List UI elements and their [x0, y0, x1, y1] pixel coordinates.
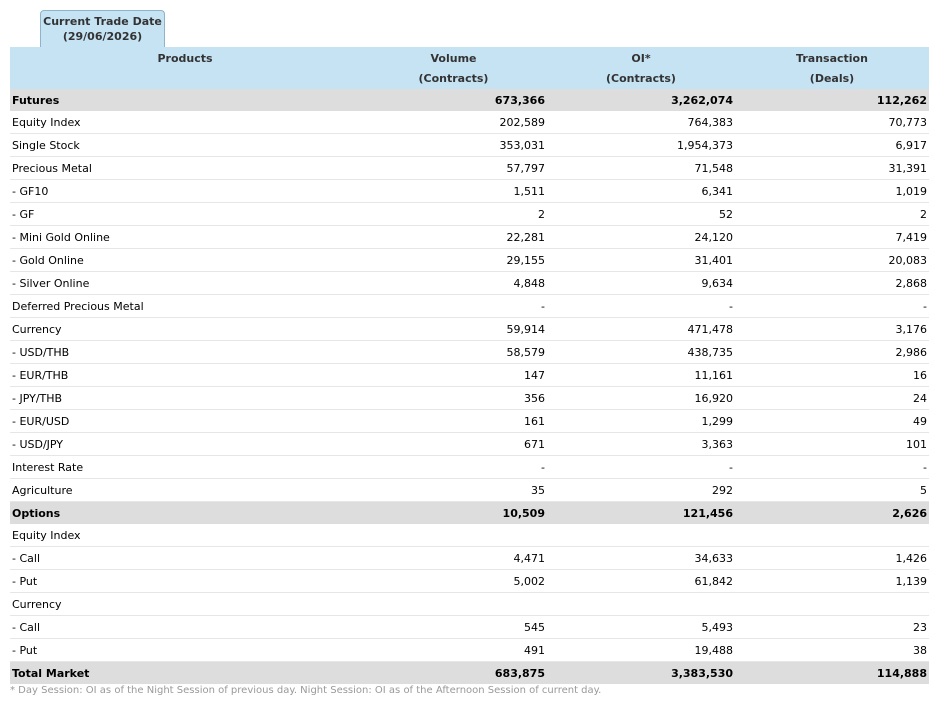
header-products: Products [10, 47, 360, 89]
cell-transaction: 3,176 [735, 318, 929, 341]
cell-volume: 57,797 [360, 157, 547, 180]
cell-volume [360, 524, 547, 547]
cell-transaction: 31,391 [735, 157, 929, 180]
table-row [10, 364, 929, 387]
table-row [10, 456, 929, 479]
cell-product: - GF10 [10, 180, 360, 203]
header-oi-label: OI* [631, 52, 651, 65]
section-row [10, 89, 929, 111]
cell-product: Interest Rate [10, 456, 360, 479]
cell-product: Options [10, 502, 360, 525]
cell-transaction: - [735, 456, 929, 479]
cell-oi [547, 593, 735, 616]
table-row [10, 226, 929, 249]
table-header [10, 47, 929, 89]
table-row [10, 410, 929, 433]
table-row [10, 616, 929, 639]
cell-transaction: 20,083 [735, 249, 929, 272]
cell-volume: 4,848 [360, 272, 547, 295]
cell-volume: 2 [360, 203, 547, 226]
cell-product: Deferred Precious Metal [10, 295, 360, 318]
cell-product: - Call [10, 616, 360, 639]
cell-oi: 24,120 [547, 226, 735, 249]
cell-product: - JPY/THB [10, 387, 360, 410]
table-row [10, 547, 929, 570]
cell-transaction: 112,262 [735, 89, 929, 111]
total-row [10, 662, 929, 685]
table-row [10, 295, 929, 318]
cell-product: Equity Index [10, 111, 360, 134]
cell-product: Single Stock [10, 134, 360, 157]
cell-transaction [735, 593, 929, 616]
cell-transaction: 38 [735, 639, 929, 662]
tab-current-trade-date[interactable] [40, 10, 165, 47]
header-volume [360, 47, 547, 89]
cell-transaction: 1,426 [735, 547, 929, 570]
cell-product: - Call [10, 547, 360, 570]
market-summary-panel [10, 10, 929, 697]
cell-oi: 438,735 [547, 341, 735, 364]
cell-volume: 161 [360, 410, 547, 433]
table-row [10, 433, 929, 456]
cell-product: - EUR/USD [10, 410, 360, 433]
table-row [10, 639, 929, 662]
cell-product: - USD/THB [10, 341, 360, 364]
table-row [10, 479, 929, 502]
cell-transaction: 101 [735, 433, 929, 456]
table-row [10, 157, 929, 180]
cell-oi: 471,478 [547, 318, 735, 341]
cell-transaction: 24 [735, 387, 929, 410]
cell-volume: 35 [360, 479, 547, 502]
table-row [10, 134, 929, 157]
tab-date: (29/06/2026) [62, 30, 143, 43]
cell-volume: 491 [360, 639, 547, 662]
cell-oi: 61,842 [547, 570, 735, 593]
cell-transaction: 16 [735, 364, 929, 387]
cell-product: - Put [10, 639, 360, 662]
cell-oi: 11,161 [547, 364, 735, 387]
cell-product: Currency [10, 318, 360, 341]
header-transaction-label: Transaction [796, 52, 868, 65]
table-row [10, 570, 929, 593]
cell-volume: 59,914 [360, 318, 547, 341]
cell-transaction: 49 [735, 410, 929, 433]
table-row [10, 387, 929, 410]
cell-oi: 6,341 [547, 180, 735, 203]
cell-product: Precious Metal [10, 157, 360, 180]
cell-volume: 356 [360, 387, 547, 410]
cell-product: - Mini Gold Online [10, 226, 360, 249]
cell-oi: 19,488 [547, 639, 735, 662]
cell-oi: 3,363 [547, 433, 735, 456]
cell-transaction: 23 [735, 616, 929, 639]
cell-volume: - [360, 295, 547, 318]
header-oi [547, 47, 735, 89]
cell-product: - GF [10, 203, 360, 226]
cell-product: - EUR/THB [10, 364, 360, 387]
cell-volume: 545 [360, 616, 547, 639]
cell-oi: 3,262,074 [547, 89, 735, 111]
cell-volume: 1,511 [360, 180, 547, 203]
cell-oi: 31,401 [547, 249, 735, 272]
cell-product: - Put [10, 570, 360, 593]
table-row [10, 249, 929, 272]
cell-oi: - [547, 456, 735, 479]
cell-product: Agriculture [10, 479, 360, 502]
cell-product: - USD/JPY [10, 433, 360, 456]
cell-oi: 5,493 [547, 616, 735, 639]
cell-oi: 52 [547, 203, 735, 226]
table-row [10, 318, 929, 341]
table-row [10, 180, 929, 203]
cell-product: Equity Index [10, 524, 360, 547]
cell-volume: 671 [360, 433, 547, 456]
table-row [10, 111, 929, 134]
cell-volume: 673,366 [360, 89, 547, 111]
cell-volume: 353,031 [360, 134, 547, 157]
cell-oi: 34,633 [547, 547, 735, 570]
cell-transaction: 2,626 [735, 502, 929, 525]
cell-transaction: 2,868 [735, 272, 929, 295]
cell-oi: 292 [547, 479, 735, 502]
cell-transaction: 5 [735, 479, 929, 502]
cell-volume: 22,281 [360, 226, 547, 249]
cell-volume: 58,579 [360, 341, 547, 364]
tab-title: Current Trade Date [43, 15, 162, 28]
cell-transaction: 1,139 [735, 570, 929, 593]
header-volume-unit: (Contracts) [418, 72, 489, 85]
cell-oi: 16,920 [547, 387, 735, 410]
table-body [10, 89, 929, 684]
cell-volume: 683,875 [360, 662, 547, 685]
cell-volume: 147 [360, 364, 547, 387]
cell-transaction: 6,917 [735, 134, 929, 157]
table-row [10, 272, 929, 295]
cell-volume: 10,509 [360, 502, 547, 525]
cell-transaction: 1,019 [735, 180, 929, 203]
market-statistics-table [10, 47, 929, 684]
cell-product: Total Market [10, 662, 360, 685]
cell-volume [360, 593, 547, 616]
cell-transaction [735, 524, 929, 547]
cell-oi: 71,548 [547, 157, 735, 180]
cell-transaction: 2 [735, 203, 929, 226]
cell-volume: - [360, 456, 547, 479]
cell-oi: 9,634 [547, 272, 735, 295]
cell-product: Currency [10, 593, 360, 616]
cell-oi: 121,456 [547, 502, 735, 525]
table-row [10, 524, 929, 547]
cell-volume: 202,589 [360, 111, 547, 134]
cell-oi: 1,299 [547, 410, 735, 433]
cell-transaction: - [735, 295, 929, 318]
cell-product: - Gold Online [10, 249, 360, 272]
cell-oi: 1,954,373 [547, 134, 735, 157]
cell-oi: - [547, 295, 735, 318]
cell-volume: 4,471 [360, 547, 547, 570]
cell-oi: 3,383,530 [547, 662, 735, 685]
header-transaction-unit: (Deals) [809, 72, 855, 85]
header-volume-label: Volume [430, 52, 477, 65]
cell-transaction: 70,773 [735, 111, 929, 134]
cell-product: - Silver Online [10, 272, 360, 295]
section-row [10, 502, 929, 525]
cell-oi: 764,383 [547, 111, 735, 134]
cell-oi [547, 524, 735, 547]
header-transaction [735, 47, 929, 89]
table-row [10, 203, 929, 226]
cell-volume: 5,002 [360, 570, 547, 593]
table-row [10, 341, 929, 364]
cell-volume: 29,155 [360, 249, 547, 272]
cell-product: Futures [10, 89, 360, 111]
footnote: * Day Session: OI as of the Night Session of previous day. Night Session: OI as of the Afternoon Session of current day. [10, 685, 602, 696]
cell-transaction: 2,986 [735, 341, 929, 364]
table-row [10, 593, 929, 616]
header-oi-unit: (Contracts) [606, 72, 676, 85]
cell-transaction: 7,419 [735, 226, 929, 249]
cell-transaction: 114,888 [735, 662, 929, 685]
